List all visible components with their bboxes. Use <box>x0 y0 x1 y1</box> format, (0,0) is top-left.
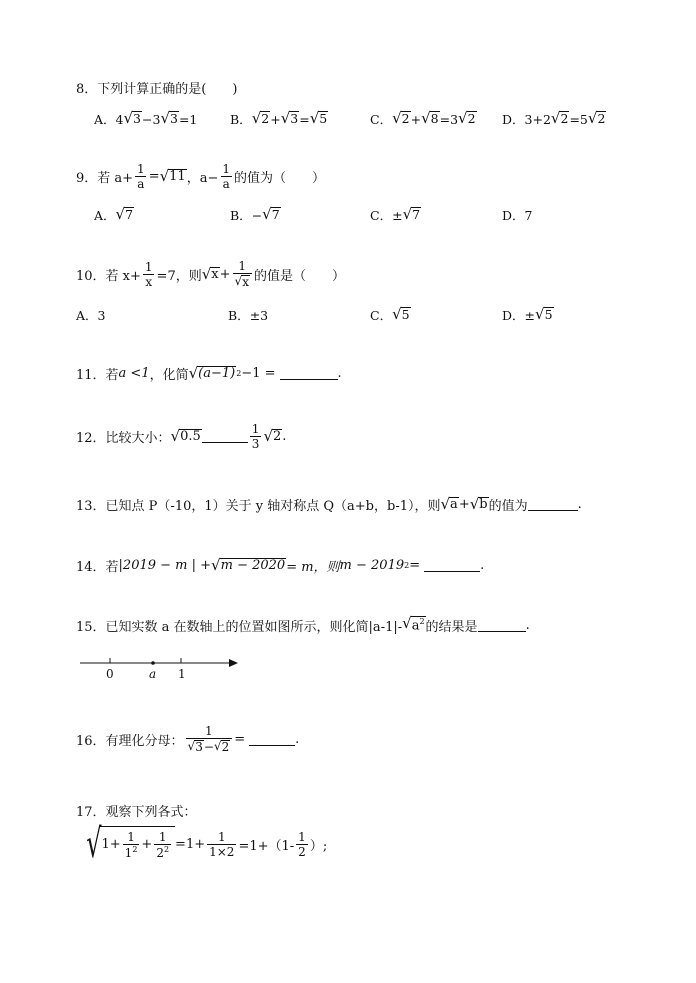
q8-option-a[interactable]: A． 4 √ 3 −3 √ 3 =1 <box>94 109 198 128</box>
q17-formula: √ 1+ $\frac{1}{1^2}$ + $\frac{1}{2^2}$ =1+ $\frac{1}{1\times 2}$ =1+（1- $\frac{1}{2}$ ）; <box>86 821 328 867</box>
q9-stem: 9．若 a+ $\frac{1}{a}$ = √ 11 ，a− $\frac{1}{a}$ 的值为（ ） <box>76 162 326 191</box>
point-a <box>151 661 155 665</box>
q12-answer-blank[interactable] <box>202 430 248 443</box>
q14: 14．若 |2019 − m | + √ m − 2020 = m，则 m − 2019 2 = . <box>76 555 485 575</box>
q10-option-d[interactable]: D． ± √ 5 <box>502 305 553 324</box>
q11-answer-blank[interactable] <box>280 367 338 380</box>
number-line <box>78 655 248 685</box>
q17-stem: 17．观察下列各式： <box>76 805 197 820</box>
axis-label-1: 1 <box>178 667 186 681</box>
q10-option-c[interactable]: C． √ 5 <box>370 305 410 324</box>
q14-answer-blank[interactable] <box>424 559 480 572</box>
q11: 11．若 a <1 ，化简 √ (a−1) 2 −1 = . <box>76 363 342 383</box>
q15: 15．已知实数 a 在数轴上的位置如图所示，则化简|a-1|- √ $a^2$ 的结果是 . <box>76 614 530 635</box>
q15-answer-blank[interactable] <box>478 619 526 632</box>
q8-option-d[interactable]: D． 3+2 √ 2 =5 √ 2 <box>502 109 606 128</box>
q13-answer-blank[interactable] <box>528 498 578 511</box>
axis-label-0: 0 <box>106 667 114 681</box>
q8-stem: 8．下列计算正确的是( ) <box>76 82 238 97</box>
q8-option-b[interactable]: B． √ 2 + √ 3 = √ 5 <box>230 109 328 128</box>
q9-option-b[interactable]: B． − √ 7 <box>230 205 280 224</box>
q16-answer-blank[interactable] <box>249 733 295 746</box>
arrow-right-icon <box>229 659 238 667</box>
q12: 12．比较大小： √ 0.5 $\frac{1}{3}$ √ 2 . <box>76 422 287 451</box>
q13: 13．已知点 P（-10，1）关于 y 轴对称点 Q（a+b，b-1），则 √ a + √ b 的值为 . <box>76 494 582 514</box>
q9-option-c[interactable]: C． ± √ 7 <box>370 205 421 224</box>
q8-option-c[interactable]: C． √ 2 + √ 8 =3 √ 2 <box>370 109 476 128</box>
q10-option-b[interactable]: B． ±3 <box>228 307 269 323</box>
q10-stem: 10．若 x+ $\frac{1}{x}$ =7，则 √ x + 1 √ x 的值是（ ） <box>76 259 345 290</box>
q9-option-d[interactable]: D． 7 <box>502 207 533 223</box>
q8-options <box>94 110 654 128</box>
q9-option-a[interactable]: A． √ 7 <box>94 205 134 224</box>
q10-option-a[interactable]: A． 3 <box>76 307 106 323</box>
q16: 16．有理化分母： 1 √ 3 − √ 2 = . <box>76 724 300 754</box>
q9-options <box>94 206 654 224</box>
axis-label-a: a <box>149 667 157 681</box>
q10-options <box>76 306 636 324</box>
